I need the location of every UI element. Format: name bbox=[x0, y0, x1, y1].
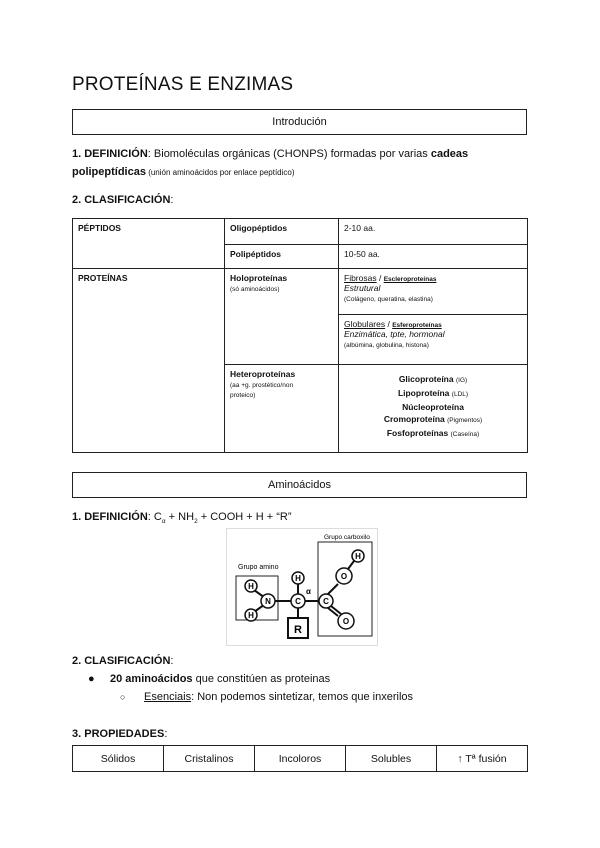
svg-text:O: O bbox=[342, 617, 350, 626]
alpha-label: α bbox=[306, 587, 311, 596]
definition-label: 1. DEFINICIÓN bbox=[72, 511, 148, 523]
svg-text:N: N bbox=[265, 597, 271, 606]
prop-cell: Sólidos bbox=[73, 746, 164, 772]
prop-cell: Solubles bbox=[346, 746, 437, 772]
definition-2: 1. DEFINICIÓN: $C_\alpha + NH_2$ + COOH + H + “R” bbox=[72, 511, 292, 526]
svg-text:C: C bbox=[295, 597, 301, 606]
cell-holo: Holoproteínas (só aminoácidos) bbox=[225, 269, 339, 365]
section-header-introduction: Introdución bbox=[72, 109, 527, 135]
definition-label: 1. DEFINICIÓN bbox=[72, 148, 148, 160]
properties-heading: 3. PROPIEDADES: bbox=[72, 728, 168, 740]
properties-table bbox=[72, 745, 528, 772]
prop-cell: Cristalinos bbox=[164, 746, 255, 772]
cell-globulares: Globulares / Esferoproteínas Enzimática, tpte, hormonal (albúmina, globulina, histona) bbox=[339, 315, 528, 365]
prop-cell: ↑ Tª fusión bbox=[437, 746, 528, 772]
svg-text:H: H bbox=[295, 574, 301, 583]
cell-oligo: Oligopéptidos bbox=[225, 219, 339, 245]
cell-fibrosas: Fibrosas / Escleroproteínas Estrutural (Colágeno, queratina, elastina) bbox=[339, 269, 528, 315]
cell-oligo-val: 2-10 aa. bbox=[339, 219, 528, 245]
svg-text:O: O bbox=[340, 572, 348, 581]
cell-hetero: Heteroproteínas (aa +g. prostético/non proteico) bbox=[225, 365, 339, 453]
svg-text:H: H bbox=[248, 582, 254, 591]
label-amino: Grupo amino bbox=[238, 564, 279, 571]
svg-text:H: H bbox=[355, 552, 361, 561]
bullet-1: ● 20 aminoácidos que constitúen as proteinas bbox=[88, 670, 330, 688]
svg-text:H: H bbox=[248, 611, 254, 620]
bullet-2: ○ Esenciais: Non podemos sintetizar, temos que inxerilos bbox=[120, 688, 413, 706]
cell-poli: Polipéptidos bbox=[225, 245, 339, 269]
section-header-aminoacids: Aminoácidos bbox=[72, 472, 527, 498]
cell-proteinas: PROTEÍNAS bbox=[73, 269, 225, 453]
page-title: PROTEÍNAS E ENZIMAS bbox=[72, 74, 294, 95]
svg-text:C: C bbox=[323, 597, 329, 606]
amino-acid-diagram bbox=[226, 528, 378, 646]
classification-table bbox=[72, 218, 528, 453]
bullet-dot-icon: ● bbox=[88, 673, 95, 685]
cell-hetero-types: Glicoproteína (IG) Lipoproteína (LDL) Núcleoproteína Cromoproteína (Pigmentos) Fosfoproteínas (Caseína) bbox=[339, 365, 528, 453]
cell-peptidos: PÉPTIDOS bbox=[73, 219, 225, 269]
definition-1: 1. DEFINICIÓN: Biomoléculas orgánicas (CHONPS) formadas por varias cadeas polipeptídicas (unión aminoácidos por enlace peptídico) bbox=[72, 148, 469, 178]
cell-poli-val: 10-50 aa. bbox=[339, 245, 528, 269]
prop-cell: Incoloros bbox=[255, 746, 346, 772]
classification-heading: 2. CLASIFICACIÓN: bbox=[72, 194, 174, 206]
classification-heading-2: 2. CLASIFICACIÓN: bbox=[72, 655, 174, 667]
svg-text:R: R bbox=[294, 624, 302, 636]
label-carboxyl: Grupo carboxilo bbox=[324, 534, 370, 541]
bullet-circle-icon: ○ bbox=[120, 692, 126, 702]
